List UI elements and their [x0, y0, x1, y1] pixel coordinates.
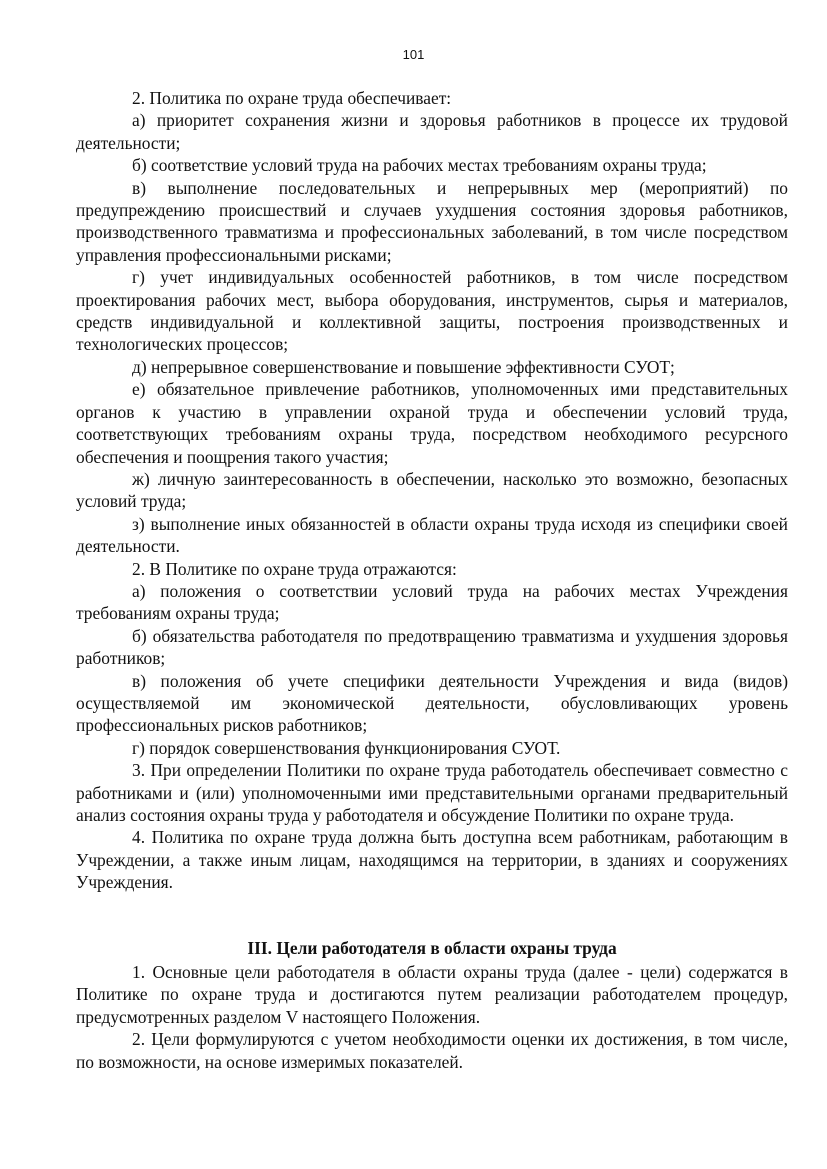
paragraph: б) соответствие условий труда на рабочих местах требованиям охраны труда;	[132, 155, 707, 176]
goals-section	[76, 961, 788, 1073]
paragraph: б) обязательства работодателя по предотвращению травматизма и ухудшения здоровья работников;	[76, 625, 788, 669]
paragraph: ж) личную заинтересованность в обеспечении, насколько это возможно, безопасных условий труда;	[76, 468, 788, 512]
paragraph: в) положения об учете специфики деятельности Учреждения и вида (видов) осуществляемой им экономической деятельности, обусловливающих уровень профессиональных рисков работников;	[76, 670, 788, 736]
paragraph: г) учет индивидуальных особенностей работников, в том числе посредством проектирования рабочих мест, выбора оборудования, инструментов, сырья и материалов, средств индивидуальной и коллективной защиты, построения производственных и технологических процессов;	[76, 267, 788, 355]
paragraph: 2. Политика по охране труда обеспечивает:	[132, 88, 452, 108]
paragraph: 2. В Политике по охране труда отражаются:	[132, 558, 457, 579]
policy-section	[76, 87, 788, 894]
paragraph: 1. Основные цели работодателя в области охраны труда (далее ‑ цели) содержатся в Политике по охране труда и достигаются путем реализации работодателем процедур, предусмотренных разделом V настоящего Положения.	[76, 962, 788, 1027]
paragraph: 4. Политика по охране труда должна быть доступна всем работникам, работающим в Учреждении, а также иным лицам, находящимся на территории, в зданиях и сооружениях Учреждения.	[76, 827, 788, 893]
page-number: 101	[402, 47, 425, 62]
paragraph: д) непрерывное совершенствование и повышение эффективности СУОТ;	[132, 356, 675, 377]
paragraph: з) выполнение иных обязанностей в области охраны труда исходя из специфики своей деятельности.	[76, 513, 788, 557]
paragraph: е) обязательное привлечение работников, уполномоченных ими представительных органов к участию в управлении охраной труда и обеспечении условий труда, соответствующих требованиям охраны труда, посредством необходимого ресурсного обеспечения и поощрения такого участия;	[76, 379, 788, 467]
paragraph: 3. При определении Политики по охране труда работодатель обеспечивает совместно с работниками и (или) уполномоченными ими представительными органами предварительный анализ состояния охраны труда у работодателя и обсуждение Политики по охране труда.	[76, 760, 788, 825]
paragraph: а) приоритет сохранения жизни и здоровья работников в процессе их трудовой деятельности;	[76, 110, 788, 153]
paragraph: а) положения о соответствии условий труда на рабочих местах Учреждения требованиям охраны труда;	[76, 580, 788, 624]
paragraph: в) выполнение последовательных и непрерывных мер (мероприятий) по предупреждению происшествий и случаев ухудшения состояния здоровья работников, производственного травматизма и профессиональных заболеваний, в том числе посредством управления профессиональными рисками;	[76, 177, 788, 265]
section-heading: III. Цели работодателя в области охраны труда	[247, 938, 617, 958]
paragraph: г) порядок совершенствования функционирования СУОТ.	[132, 737, 561, 758]
paragraph: 2. Цели формулируются с учетом необходимости оценки их достижения, в том числе, по возможности, на основе измеримых показателей.	[76, 1029, 788, 1072]
